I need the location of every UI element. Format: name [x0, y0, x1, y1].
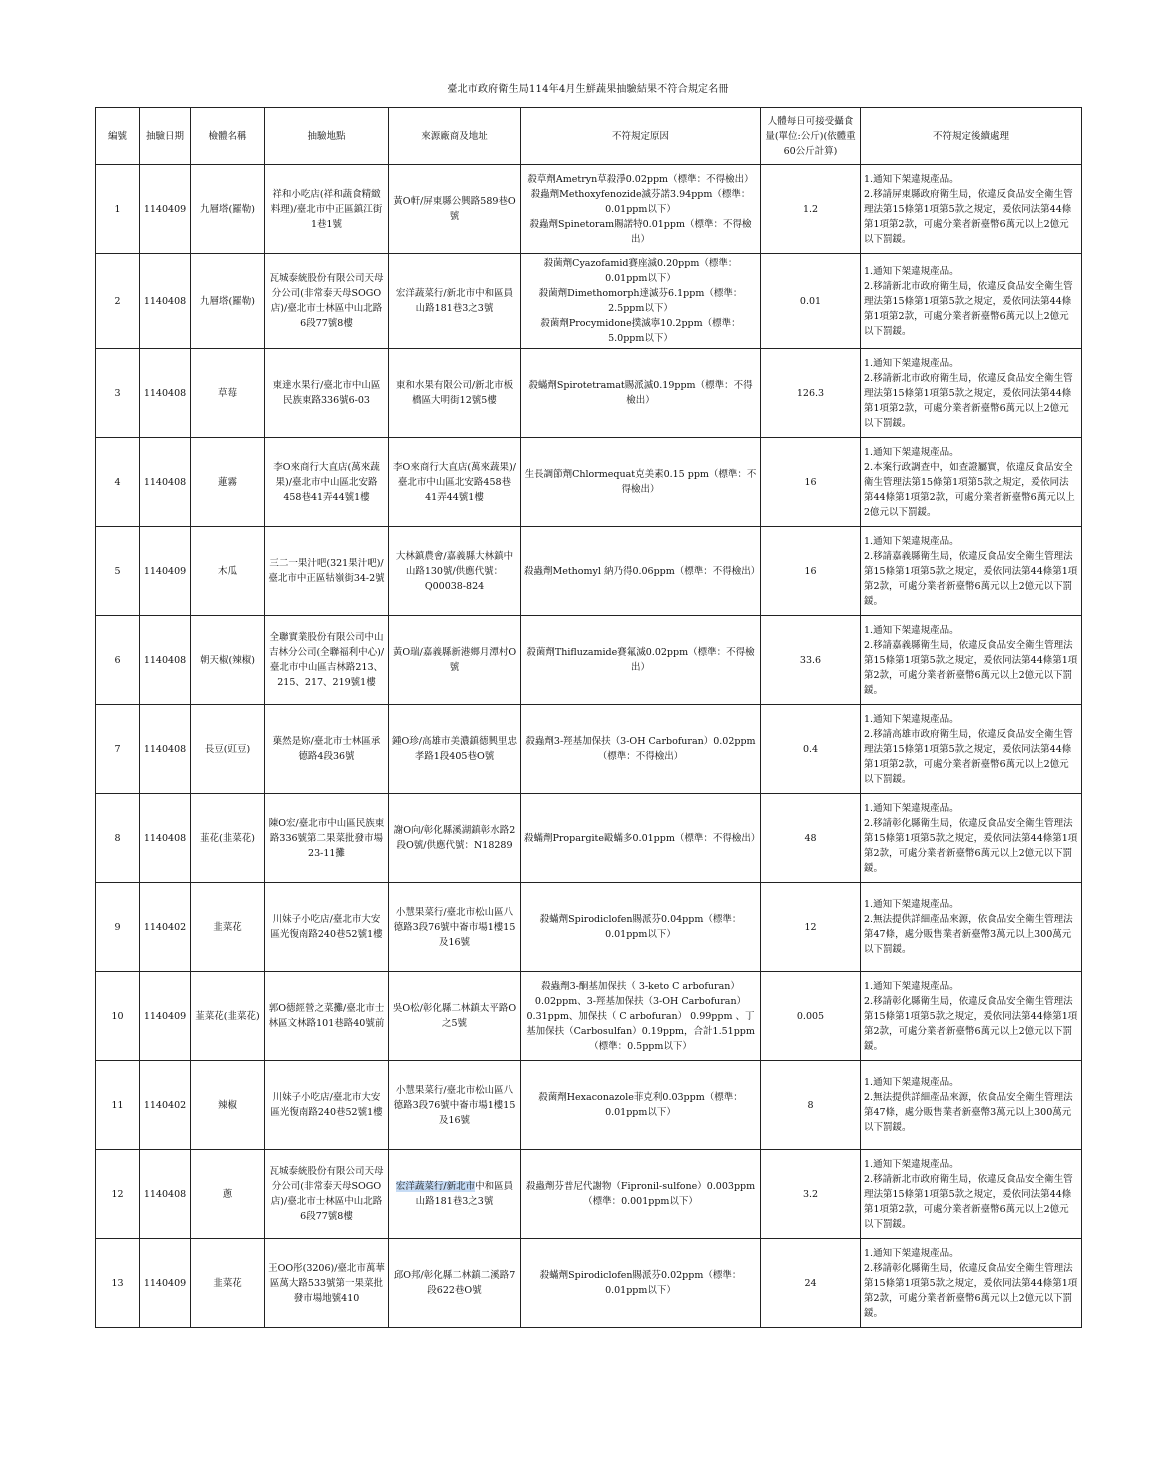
inspection-location: 東達水果行/臺北市中山區民族東路336號6-03: [272, 380, 381, 406]
row-number: 2: [114, 295, 121, 307]
inspection-date: 1140408: [143, 654, 187, 666]
table-row: [96, 794, 1082, 883]
violation-reason: 殺菌劑Cyazofamid賽座滅0.20ppm（標準：0.01ppm以下）: [543, 258, 738, 284]
follow-up-action: 2.移請彰化縣衛生局，依違反食品安全衛生管理法第15條第1項第5款之規定，爰依同法第44條第1項第2款，可處分業者新臺幣6萬元以上2億元以下罰鍰。: [864, 1262, 1078, 1319]
inspection-location: 李O來商行大直店(萬來蔬果)/臺北市中山區北安路458巷41弄44號1樓: [273, 461, 380, 503]
cell-sample: [191, 1061, 265, 1150]
source-vendor: 謝O向/彰化縣溪湖鎮彰水路2段O號/供應代號：N18289: [393, 825, 516, 851]
cell-source: [389, 616, 521, 705]
table-row: [96, 254, 1082, 349]
cell-action: [861, 1061, 1082, 1150]
follow-up-action: 2.移請彰化縣衛生局，依違反食品安全衛生管理法第15條第1項第5款之規定，爰依同法第44條第1項第2款，可處分業者新臺幣6萬元以上2億元以下罰鍰。: [864, 995, 1078, 1052]
table-row: [96, 165, 1082, 254]
cell-action: [861, 1239, 1082, 1328]
cell-location: [265, 794, 389, 883]
cell-intake: [761, 349, 861, 438]
follow-up-action: 1.通知下架違規產品。: [864, 713, 959, 725]
source-vendor: 黃O瑞/嘉義縣新港鄉月潭村O號: [392, 647, 517, 673]
cell-sample: [191, 349, 265, 438]
cell-source: [389, 1239, 521, 1328]
acceptable-intake: 0.01: [799, 295, 822, 307]
follow-up-action: 2.移請高雄市政府衛生局，依違反食品安全衛生管理法第15條第1項第5款之規定，爰依同法第44條第1項第2款，可處分業者新臺幣6萬元以上2億元以下罰鍰。: [864, 728, 1073, 785]
cell-reason: [521, 1061, 761, 1150]
cell-no: [96, 794, 140, 883]
cell-location: [265, 1239, 389, 1328]
inspection-date: 1140402: [143, 1099, 187, 1111]
violation-reason: 殺蟲劑Spinetoram賜諾特0.01ppm（標準：不得檢出）: [529, 218, 752, 245]
sample-name: 韭菜花: [213, 921, 242, 933]
inspection-location: 郭O德經營之菜攤/臺北市士林區文林路101巷路40號前: [268, 1003, 385, 1029]
cell-date: [140, 438, 191, 527]
cell-no: [96, 1061, 140, 1150]
inspection-date: 1140409: [143, 565, 187, 577]
results-table: [95, 107, 1082, 1328]
acceptable-intake: 126.3: [796, 387, 825, 399]
header-sample: 檢體名稱: [191, 108, 265, 165]
acceptable-intake: 0.005: [796, 1010, 825, 1022]
acceptable-intake: 33.6: [799, 654, 822, 666]
row-number: 4: [114, 476, 121, 488]
acceptable-intake: 3.2: [802, 1188, 819, 1200]
follow-up-action: 2.移請新北市政府衛生局，依違反食品安全衛生管理法第15條第1項第5款之規定，爰依同法第44條第1項第2款，可處分業者新臺幣6萬元以上2億元以下罰鍰。: [864, 1173, 1073, 1230]
sample-name: 朝天椒(辣椒): [200, 654, 255, 666]
violation-reason: 殺蟎劑Spirodiclofen賜派芬0.04ppm（標準：0.01ppm以下）: [539, 914, 742, 940]
cell-no: [96, 438, 140, 527]
cell-location: [265, 616, 389, 705]
violation-reason: 殺蟎劑Spirodiclofen賜派芬0.02ppm（標準：0.01ppm以下）: [539, 1270, 742, 1296]
row-number: 5: [114, 565, 121, 577]
table-row: [96, 972, 1082, 1061]
inspection-date: 1140409: [143, 1277, 187, 1289]
cell-sample: [191, 1150, 265, 1239]
inspection-location: 川妹子小吃店/臺北市大安區光復南路240巷52號1樓: [270, 1092, 383, 1118]
highlighted-text: 宏洋蔬菜行/新北市: [395, 1181, 476, 1192]
sample-name: 長豆(豇豆): [204, 743, 251, 755]
header-no: 編號: [96, 108, 140, 165]
cell-date: [140, 1061, 191, 1150]
follow-up-action: 1.通知下架違規產品。: [864, 899, 959, 910]
sample-name: 草莓: [217, 387, 237, 399]
cell-sample: [191, 883, 265, 972]
cell-sample: [191, 616, 265, 705]
source-vendor: 小慧果菜行/臺北市松山區八德路3段76號中崙市場1樓15及16號: [393, 1084, 516, 1126]
follow-up-action: 2.移請屏東縣政府衛生局，依違反食品安全衛生管理法第15條第1項第5款之規定，爰依同法第44條第1項第2款，可處分業者新臺幣6萬元以上2億元以下罰鍰。: [864, 188, 1073, 245]
row-number: 12: [111, 1188, 124, 1200]
cell-source: [389, 1150, 521, 1239]
cell-action: [861, 705, 1082, 794]
inspection-date: 1140408: [143, 295, 187, 307]
cell-intake: [761, 883, 861, 972]
cell-no: [96, 1239, 140, 1328]
row-number: 6: [114, 654, 121, 666]
follow-up-action: 1.通知下架違規產品。: [864, 1158, 959, 1170]
follow-up-action: 1.通知下架違規產品。: [864, 624, 959, 636]
cell-intake: [761, 972, 861, 1061]
cell-location: [265, 883, 389, 972]
cell-intake: [761, 254, 861, 349]
cell-source: [389, 883, 521, 972]
cell-sample: [191, 254, 265, 349]
source-vendor: 宏洋蔬菜行/新北市中和區員山路181巷3之3號: [395, 288, 514, 314]
cell-action: [861, 616, 1082, 705]
cell-sample: [191, 1239, 265, 1328]
cell-date: [140, 883, 191, 972]
table-row: [96, 1239, 1082, 1328]
cell-date: [140, 165, 191, 254]
violation-reason: 殺菌劑Procymidone撲滅寧10.2ppm（標準：5.0ppm以下）: [540, 318, 741, 344]
cell-source: [389, 527, 521, 616]
follow-up-action: 1.通知下架違規產品。: [864, 357, 959, 369]
cell-date: [140, 527, 191, 616]
cell-action: [861, 438, 1082, 527]
violation-reason: 殺菌劑Thifluzamide賽氟滅0.02ppm（標準：不得檢出）: [526, 647, 755, 673]
cell-action: [861, 349, 1082, 438]
cell-no: [96, 527, 140, 616]
acceptable-intake: 16: [804, 476, 817, 488]
table-row: [96, 616, 1082, 705]
acceptable-intake: 1.2: [802, 203, 819, 215]
cell-intake: [761, 165, 861, 254]
header-action: 不符規定後續處理: [861, 108, 1082, 165]
table-row: [96, 705, 1082, 794]
header-intake: 人體每日可接受攝食量(單位:公斤)(依體重60公斤計算): [761, 108, 861, 165]
violation-reason: 殺蟎劑Spirotetramat賜派滅0.19ppm（標準：不得檢出）: [528, 380, 753, 406]
follow-up-action: 2.移請新北市政府衛生局，依違反食品安全衛生管理法第15條第1項第5款之規定，爰依同法第44條第1項第2款，可處分業者新臺幣6萬元以上2億元以下罰鍰。: [864, 280, 1073, 337]
sample-name: 辣椒: [217, 1099, 237, 1111]
source-vendor: 吳O松/彰化縣二林鎮太平路O之5號: [392, 1003, 517, 1029]
cell-action: [861, 527, 1082, 616]
sample-name: 木瓜: [217, 565, 237, 577]
cell-source: [389, 349, 521, 438]
cell-date: [140, 616, 191, 705]
acceptable-intake: 8: [807, 1099, 814, 1111]
cell-date: [140, 349, 191, 438]
cell-reason: [521, 349, 761, 438]
follow-up-action: 1.通知下架違規產品。: [864, 173, 959, 185]
cell-location: [265, 349, 389, 438]
cell-intake: [761, 1239, 861, 1328]
cell-no: [96, 616, 140, 705]
cell-reason: [521, 527, 761, 616]
cell-date: [140, 1150, 191, 1239]
cell-reason: [521, 438, 761, 527]
page-title: 臺北市政府衛生局114年4月生鮮蔬果抽驗結果不符合規定名冊: [447, 84, 729, 95]
cell-no: [96, 165, 140, 254]
acceptable-intake: 16: [804, 565, 817, 577]
follow-up-action: 1.通知下架違規產品。: [864, 980, 959, 992]
cell-action: [861, 165, 1082, 254]
cell-no: [96, 883, 140, 972]
source-vendor: 東和水果有限公司/新北市板橋區大明街12號5樓: [395, 380, 514, 406]
inspection-date: 1140402: [143, 921, 187, 933]
cell-intake: [761, 794, 861, 883]
cell-intake: [761, 1061, 861, 1150]
follow-up-action: 2.移請彰化縣衛生局，依違反食品安全衛生管理法第15條第1項第5款之規定，爰依同法第44條第1項第2款，可處分業者新臺幣6萬元以上2億元以下罰鍰。: [864, 817, 1078, 874]
cell-action: [861, 794, 1082, 883]
row-number: 7: [114, 743, 121, 755]
cell-no: [96, 349, 140, 438]
row-number: 11: [111, 1099, 124, 1111]
header-reason: 不符規定原因: [521, 108, 761, 165]
violation-reason: 殺蟲劑芬普尼代謝物（Fipronil-sulfone）0.003ppm （標準：0.001ppm以下）: [525, 1181, 756, 1207]
violation-reason: 生長調節劑Chlormequat克美素0.15 ppm（標準：不得檢出）: [524, 469, 757, 495]
inspection-date: 1140408: [143, 476, 187, 488]
source-vendor: 大林鎮農會/嘉義縣大林鎮中山路130號/供應代號：Q00038-824: [395, 550, 514, 592]
cell-source: [389, 438, 521, 527]
cell-no: [96, 972, 140, 1061]
cell-intake: [761, 1150, 861, 1239]
row-number: 13: [111, 1277, 124, 1289]
sample-name: 蔥: [222, 1188, 233, 1200]
table-row: [96, 438, 1082, 527]
cell-source: [389, 1061, 521, 1150]
header-date: 抽驗日期: [140, 108, 191, 165]
source-vendor: 中和區員山路181巷3之3號: [415, 1181, 514, 1207]
cell-date: [140, 972, 191, 1061]
violation-reason: 殺蟲劑3-羥基加保扶（3-OH Carbofuran）0.02ppm（標準：不得檢出）: [525, 736, 756, 762]
row-number: 1: [114, 203, 121, 215]
cell-location: [265, 705, 389, 794]
follow-up-action: 1.通知下架違規產品。: [864, 446, 959, 458]
cell-sample: [191, 165, 265, 254]
table-row: [96, 527, 1082, 616]
cell-intake: [761, 705, 861, 794]
cell-source: [389, 972, 521, 1061]
cell-date: [140, 705, 191, 794]
cell-reason: [521, 705, 761, 794]
cell-sample: [191, 438, 265, 527]
violation-reason: 殺蟲劑Methomyl 納乃得0.06ppm（標準：不得檢出）: [524, 565, 761, 577]
cell-reason: [521, 794, 761, 883]
cell-source: [389, 705, 521, 794]
cell-location: [265, 1150, 389, 1239]
cell-location: [265, 165, 389, 254]
violation-reason: 殺蟎劑Propargite毆蟎多0.01ppm（標準：不得檢出）: [524, 832, 761, 844]
cell-location: [265, 254, 389, 349]
inspection-location: 瓦城泰統股份有限公司天母分公司(非常泰天母SOGO店)/臺北市士林區中山北路6段77號8樓: [269, 273, 384, 329]
follow-up-action: 2.無法提供詳細產品來源，依食品安全衛生管理法第47條，處分販售業者新臺幣3萬元以上300萬元以下罰鍰。: [864, 914, 1073, 955]
cell-reason: [521, 254, 761, 349]
cell-action: [861, 1150, 1082, 1239]
inspection-date: 1140408: [143, 1188, 187, 1200]
follow-up-action: 1.通知下架違規產品。: [864, 1077, 959, 1088]
cell-sample: [191, 972, 265, 1061]
row-number: 9: [114, 921, 121, 933]
cell-sample: [191, 705, 265, 794]
cell-date: [140, 254, 191, 349]
table-row: [96, 883, 1082, 972]
inspection-location: 陳O宏/臺北市中山區民族東路336號第二果菜批發市場23-11攤: [268, 817, 385, 859]
cell-intake: [761, 438, 861, 527]
follow-up-action: 1.通知下架違規產品。: [864, 265, 959, 277]
row-number: 10: [111, 1010, 124, 1022]
sample-name: 韮菜花(韭菜花): [195, 1010, 260, 1022]
cell-action: [861, 254, 1082, 349]
follow-up-action: 2.移請嘉義縣衛生局，依違反食品安全衛生管理法第15條第1項第5款之規定，爰依同法第44條第1項第2款，可處分業者新臺幣6萬元以上2億元以下罰鍰。: [864, 639, 1078, 696]
cell-action: [861, 972, 1082, 1061]
header-source: 來源廠商及地址: [389, 108, 521, 165]
cell-reason: [521, 972, 761, 1061]
cell-reason: [521, 1239, 761, 1328]
table-header-row: [96, 108, 1082, 165]
violation-reason: 殺菌劑Dimethomorph達滅芬6.1ppm（標準：2.5ppm以下）: [538, 288, 743, 314]
inspection-date: 1140409: [143, 203, 187, 215]
acceptable-intake: 12: [804, 921, 817, 933]
follow-up-action: 2.移請新北市政府衛生局，依違反食品安全衛生管理法第15條第1項第5款之規定，爰依同法第44條第1項第2款，可處分業者新臺幣6萬元以上2億元以下罰鍰。: [864, 372, 1073, 429]
violation-reason: 殺草劑Ametryn草殺淨0.02ppm（標準：不得檢出）: [527, 173, 754, 185]
violation-reason: 殺菌劑Hexaconazole菲克利0.03ppm（標準：0.01ppm以下）: [538, 1092, 743, 1118]
source-vendor: 李O來商行大直店(萬來蔬果)/臺北市中山區北安路458巷41弄44號1樓: [393, 461, 516, 503]
cell-action: [861, 883, 1082, 972]
sample-name: 韭菜花: [213, 1277, 242, 1289]
table-row: [96, 1150, 1082, 1239]
sample-name: 九層塔(羅勒): [200, 295, 255, 307]
header-location: 抽驗地點: [265, 108, 389, 165]
cell-reason: [521, 1150, 761, 1239]
sample-name: 韮花(韭菜花): [200, 832, 255, 844]
follow-up-action: 1.通知下架違規產品。: [864, 535, 959, 547]
source-vendor: 邱O邦/彰化縣二林鎮二溪路7段622巷O號: [393, 1270, 516, 1296]
inspection-date: 1140408: [143, 743, 187, 755]
acceptable-intake: 48: [804, 832, 817, 844]
cell-reason: [521, 883, 761, 972]
violation-reason: 殺蟲劑3-酮基加保扶（ 3-keto C arbofuran）0.02ppm、3-羥基加保扶（3-OH Carbofuran）0.31ppm、加保扶（ C arbofuran） 0.99ppm 、丁基加保扶（Carbosulfan）0.19ppm，合計1.51ppm（標準：0.5ppm以下）: [526, 980, 755, 1052]
cell-source: [389, 794, 521, 883]
cell-date: [140, 794, 191, 883]
inspection-date: 1140408: [143, 832, 187, 844]
source-vendor: 鍾O珍/高雄市美濃鎮德興里忠孝路1段405巷O號: [392, 736, 517, 762]
row-number: 3: [114, 387, 121, 399]
inspection-location: 祥和小吃店(祥和蔬食精緻料理)/臺北市中正區鎮江街1巷1號: [270, 188, 383, 230]
acceptable-intake: 0.4: [802, 743, 819, 755]
inspection-location: 川妹子小吃店/臺北市大安區光復南路240巷52號1樓: [270, 914, 383, 940]
inspection-location: 瓦城泰統股份有限公司天母分公司(非常泰天母SOGO店)/臺北市士林區中山北路6段77號8樓: [269, 1166, 384, 1222]
follow-up-action: 2.本案行政調查中，如查證屬實，依違反食品安全衛生管理法第15條第1項第5款之規定，爰依同法第44條第1項第2款，可處分業者新臺幣6萬元以上2億元以下罰鍰。: [864, 461, 1075, 518]
follow-up-action: 2.移請嘉義縣衛生局，依違反食品安全衛生管理法第15條第1項第5款之規定，爰依同法第44條第1項第2款，可處分業者新臺幣6萬元以上2億元以下罰鍰。: [864, 550, 1078, 607]
cell-intake: [761, 527, 861, 616]
source-vendor: 黃O軒/屏東縣公興路589巷O號: [393, 196, 516, 222]
follow-up-action: 2.無法提供詳細產品來源，依食品安全衛生管理法第47條，處分販售業者新臺幣3萬元以上300萬元以下罰鍰。: [864, 1092, 1073, 1133]
violation-reason: 殺蟲劑Methoxyfenozide滅芬諾3.94ppm（標準：0.01ppm以下）: [530, 188, 751, 215]
row-number: 8: [114, 832, 121, 844]
cell-location: [265, 1061, 389, 1150]
cell-no: [96, 1150, 140, 1239]
cell-reason: [521, 616, 761, 705]
cell-location: [265, 972, 389, 1061]
cell-sample: [191, 527, 265, 616]
inspection-location: 王OO彤(3206)/臺北市萬華區萬大路533號第一果菜批發市場地號410: [268, 1262, 385, 1304]
cell-source: [389, 254, 521, 349]
inspection-location: 菓然是妳/臺北市士林區承德路4段36號: [272, 736, 381, 762]
cell-no: [96, 254, 140, 349]
table-row: [96, 1061, 1082, 1150]
follow-up-action: 1.通知下架違規產品。: [864, 802, 959, 814]
source-vendor: 小慧果菜行/臺北市松山區八德路3段76號中崙市場1樓15及16號: [393, 906, 516, 948]
cell-location: [265, 438, 389, 527]
table-row: [96, 349, 1082, 438]
sample-name: 九層塔(羅勒): [200, 203, 255, 215]
cell-sample: [191, 794, 265, 883]
follow-up-action: 1.通知下架違規產品。: [864, 1247, 959, 1259]
cell-reason: [521, 165, 761, 254]
inspection-date: 1140408: [143, 387, 187, 399]
cell-intake: [761, 616, 861, 705]
inspection-location: 三二一果汁吧(321果汁吧)/臺北市中正區牯嶺街34-2號: [268, 558, 385, 584]
inspection-location: 全聯實業股份有限公司中山吉林分公司(全聯福利中心)/臺北市中山區吉林路213、215、217、219號1樓: [268, 632, 385, 688]
cell-no: [96, 705, 140, 794]
inspection-date: 1140409: [143, 1010, 187, 1022]
cell-location: [265, 527, 389, 616]
sample-name: 蓮霧: [217, 476, 237, 488]
cell-source: [389, 165, 521, 254]
cell-date: [140, 1239, 191, 1328]
acceptable-intake: 24: [804, 1277, 817, 1289]
